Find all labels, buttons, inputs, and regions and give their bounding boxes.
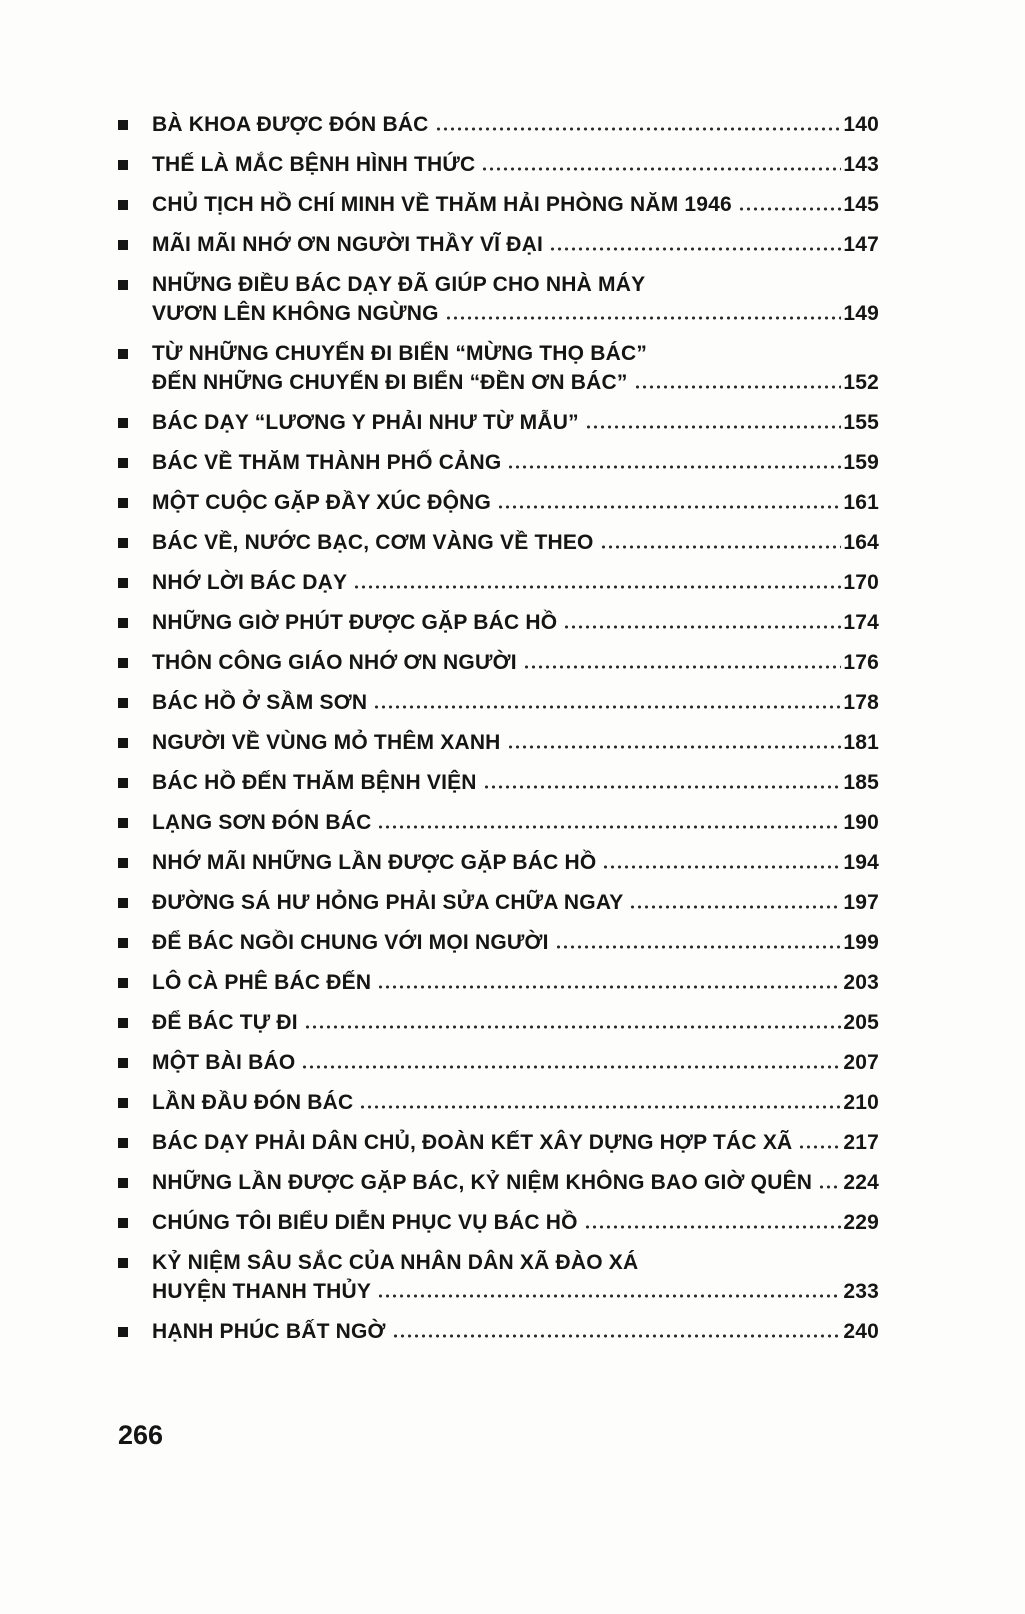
entry-title: NHỚ LỜI BÁC DẠY: [152, 571, 348, 594]
toc-entry: [118, 728, 879, 757]
entry-title: THẾ LÀ MẮC BỆNH HÌNH THỨC: [152, 153, 476, 176]
entry-page-number: 210: [843, 1091, 879, 1114]
toc-entry-line: [118, 608, 879, 637]
entry-title: ĐỂ BÁC NGỒI CHUNG VỚI MỌI NGƯỜI: [152, 931, 549, 954]
toc-entry-line: [118, 230, 879, 259]
toc-entry: [118, 688, 879, 717]
square-bullet-icon: [118, 1178, 128, 1188]
toc-entry-line: [118, 688, 879, 717]
entry-title: MÃI MÃI NHỚ ƠN NGƯỜI THẦY VĨ ĐẠI: [152, 233, 544, 256]
toc-entry-line: [118, 150, 879, 179]
square-bullet-icon: [118, 498, 128, 508]
dot-leader: [602, 865, 841, 869]
dot-leader: [507, 465, 841, 469]
square-bullet-icon: [118, 1018, 128, 1028]
dot-leader: [563, 625, 841, 629]
toc-entry: [118, 928, 879, 957]
toc-entry-line: [118, 808, 879, 837]
square-bullet-icon: [118, 1218, 128, 1228]
square-bullet-icon: [118, 160, 128, 170]
entry-title: ĐƯỜNG SÁ HƯ HỎNG PHẢI SỬA CHỮA NGAY: [152, 891, 624, 914]
entry-page-number: 224: [843, 1171, 879, 1194]
toc-entry-line: [118, 1168, 879, 1197]
toc-entry: [118, 110, 879, 139]
square-bullet-icon: [118, 120, 128, 130]
dot-leader: [377, 1294, 841, 1298]
entry-title: LẦN ĐẦU ĐÓN BÁC: [152, 1091, 354, 1114]
toc-entry-line: [118, 928, 879, 957]
toc-entry-line: [118, 408, 879, 437]
entry-page-number: 152: [843, 371, 879, 394]
entry-title: NHỮNG LẦN ĐƯỢC GẶP BÁC, KỶ NIỆM KHÔNG BAO GIỜ QUÊN: [152, 1171, 813, 1194]
square-bullet-icon: [118, 658, 128, 668]
toc-entry-line-continuation: [118, 299, 879, 328]
entry-page-number: 147: [843, 233, 879, 256]
entry-title: CHÚNG TÔI BIỂU DIỄN PHỤC VỤ BÁC HỒ: [152, 1211, 578, 1234]
toc-entry-line: [118, 488, 879, 517]
entry-page-number: 178: [843, 691, 879, 714]
toc-entry-line: [118, 528, 879, 557]
toc-entry: [118, 1128, 879, 1157]
entry-page-number: 199: [843, 931, 879, 954]
toc-entry: [118, 1317, 879, 1346]
toc-entry: [118, 1008, 879, 1037]
square-bullet-icon: [118, 538, 128, 548]
dot-leader: [392, 1334, 842, 1338]
square-bullet-icon: [118, 738, 128, 748]
toc-entry: [118, 848, 879, 877]
dot-leader: [584, 1225, 842, 1229]
toc-entry-line: [118, 648, 879, 677]
toc-entry-line: [118, 848, 879, 877]
dot-leader: [634, 385, 842, 389]
entry-page-number: 207: [843, 1051, 879, 1074]
entry-title: NGƯỜI VỀ VÙNG MỎ THÊM XANH: [152, 731, 501, 754]
toc-list: [118, 110, 879, 1346]
entry-title: BÁC VỀ THĂM THÀNH PHỐ CẢNG: [152, 451, 502, 474]
square-bullet-icon: [118, 349, 128, 359]
entry-page-number: 176: [843, 651, 879, 674]
entry-title: LÔ CÀ PHÊ BÁC ĐẾN: [152, 971, 372, 994]
entry-page-number: 149: [843, 302, 879, 325]
entry-page-number: 233: [843, 1280, 879, 1303]
entry-title: BÀ KHOA ĐƯỢC ĐÓN BÁC: [152, 113, 429, 136]
square-bullet-icon: [118, 898, 128, 908]
entry-title: TỪ NHỮNG CHUYẾN ĐI BIỂN “MỪNG THỌ BÁC”: [152, 342, 648, 365]
square-bullet-icon: [118, 280, 128, 290]
dot-leader: [483, 785, 842, 789]
toc-entry-line: [118, 1317, 879, 1346]
square-bullet-icon: [118, 578, 128, 588]
entry-title: MỘT CUỘC GẶP ĐẦY XÚC ĐỘNG: [152, 491, 492, 514]
dot-leader: [435, 127, 842, 131]
entry-page-number: 164: [843, 531, 879, 554]
entry-title: NHỮNG ĐIỀU BÁC DẠY ĐÃ GIÚP CHO NHÀ MÁY: [152, 273, 646, 296]
entry-page-number: 145: [843, 193, 879, 216]
dot-leader: [600, 545, 842, 549]
entry-page-number: 240: [843, 1320, 879, 1343]
toc-entry: [118, 568, 879, 597]
entry-title: ĐỂ BÁC TỰ ĐI: [152, 1011, 298, 1034]
entry-page-number: 229: [843, 1211, 879, 1234]
square-bullet-icon: [118, 458, 128, 468]
entry-title: HUYỆN THANH THỦY: [152, 1280, 372, 1303]
entry-title: VƯƠN LÊN KHÔNG NGỪNG: [152, 302, 439, 325]
square-bullet-icon: [118, 1327, 128, 1337]
square-bullet-icon: [118, 938, 128, 948]
dot-leader: [353, 585, 841, 589]
square-bullet-icon: [118, 858, 128, 868]
entry-title: BÁC DẠY PHẢI DÂN CHỦ, ĐOÀN KẾT XÂY DỰNG HỢP TÁC XÃ: [152, 1131, 793, 1154]
dot-leader: [549, 247, 841, 251]
entry-page-number: 185: [843, 771, 879, 794]
entry-title: MỘT BÀI BÁO: [152, 1051, 296, 1074]
dot-leader: [818, 1185, 841, 1189]
square-bullet-icon: [118, 778, 128, 788]
entry-page-number: 217: [843, 1131, 879, 1154]
square-bullet-icon: [118, 698, 128, 708]
dot-leader: [497, 505, 841, 509]
toc-entry: [118, 190, 879, 219]
toc-entry-line-continuation: [118, 1277, 879, 1306]
square-bullet-icon: [118, 978, 128, 988]
toc-entry-line: [118, 728, 879, 757]
entry-page-number: 170: [843, 571, 879, 594]
toc-entry: [118, 339, 879, 397]
dot-leader: [301, 1065, 841, 1069]
entry-title: LẠNG SƠN ĐÓN BÁC: [152, 811, 372, 834]
page-number: 266: [118, 1420, 164, 1450]
square-bullet-icon: [118, 618, 128, 628]
dot-leader: [359, 1105, 841, 1109]
entry-title: BÁC DẠY “LƯƠNG Y PHẢI NHƯ TỪ MẪU”: [152, 411, 579, 434]
entry-title: KỶ NIỆM SÂU SẮC CỦA NHÂN DÂN XÃ ĐÀO XÁ: [152, 1251, 639, 1274]
dot-leader: [373, 705, 841, 709]
entry-page-number: 197: [843, 891, 879, 914]
entry-page-number: 155: [843, 411, 879, 434]
entry-title: ĐẾN NHỮNG CHUYẾN ĐI BIỂN “ĐỀN ƠN BÁC”: [152, 371, 628, 394]
toc-entry-line: [118, 1248, 879, 1277]
toc-entry: [118, 968, 879, 997]
toc-entry-line: [118, 768, 879, 797]
entry-title: THÔN CÔNG GIÁO NHỚ ƠN NGƯỜI: [152, 651, 517, 674]
square-bullet-icon: [118, 200, 128, 210]
entry-page-number: 174: [843, 611, 879, 634]
dot-leader: [585, 425, 842, 429]
toc-entry: [118, 1048, 879, 1077]
dot-leader: [629, 905, 841, 909]
toc-entry-line: [118, 1208, 879, 1237]
square-bullet-icon: [118, 240, 128, 250]
entry-title: NHỮNG GIỜ PHÚT ĐƯỢC GẶP BÁC HỒ: [152, 611, 558, 634]
entry-page-number: 140: [843, 113, 879, 136]
toc-entry: [118, 230, 879, 259]
dot-leader: [377, 985, 841, 989]
toc-entry: [118, 528, 879, 557]
dot-leader: [555, 945, 842, 949]
entry-page-number: 159: [843, 451, 879, 474]
toc-entry: [118, 808, 879, 837]
entry-title: CHỦ TỊCH HỒ CHÍ MINH VỀ THĂM HẢI PHÒNG NĂM 1946: [152, 193, 732, 216]
toc-entry-line: [118, 1088, 879, 1117]
toc-entry: [118, 448, 879, 477]
dot-leader: [445, 316, 842, 320]
toc-entry: [118, 1208, 879, 1237]
entry-page-number: 143: [843, 153, 879, 176]
square-bullet-icon: [118, 1138, 128, 1148]
toc-entry: [118, 1088, 879, 1117]
square-bullet-icon: [118, 1098, 128, 1108]
dot-leader: [523, 665, 842, 669]
entry-page-number: 161: [843, 491, 879, 514]
toc-entry-line-continuation: [118, 368, 879, 397]
dot-leader: [738, 207, 841, 211]
square-bullet-icon: [118, 818, 128, 828]
dot-leader: [798, 1145, 841, 1149]
toc-entry-line: [118, 448, 879, 477]
toc-entry: [118, 608, 879, 637]
entry-title: NHỚ MÃI NHỮNG LẦN ĐƯỢC GẶP BÁC HỒ: [152, 851, 597, 874]
dot-leader: [507, 745, 842, 749]
toc-entry: [118, 888, 879, 917]
toc-entry: [118, 408, 879, 437]
toc-entry-line: [118, 1008, 879, 1037]
toc-entry: [118, 1168, 879, 1197]
toc-entry: [118, 648, 879, 677]
toc-entry-line: [118, 568, 879, 597]
toc-entry-line: [118, 270, 879, 299]
toc-entry-line: [118, 339, 879, 368]
toc-entry: [118, 150, 879, 179]
entry-title: BÁC HỒ ĐẾN THĂM BỆNH VIỆN: [152, 771, 477, 794]
entry-page-number: 190: [843, 811, 879, 834]
entry-page-number: 205: [843, 1011, 879, 1034]
entry-page-number: 194: [843, 851, 879, 874]
dot-leader: [377, 825, 841, 829]
toc-entry-line: [118, 190, 879, 219]
entry-title: HẠNH PHÚC BẤT NGỜ: [152, 1320, 386, 1343]
entry-page-number: 203: [843, 971, 879, 994]
square-bullet-icon: [118, 418, 128, 428]
entry-title: BÁC HỒ Ở SẦM SƠN: [152, 691, 368, 714]
toc-entry-line: [118, 968, 879, 997]
dot-leader: [481, 167, 841, 171]
entry-title: BÁC VỀ, NƯỚC BẠC, CƠM VÀNG VỀ THEO: [152, 531, 594, 554]
toc-entry: [118, 488, 879, 517]
toc-entry: [118, 768, 879, 797]
toc-entry: [118, 1248, 879, 1306]
square-bullet-icon: [118, 1258, 128, 1268]
dot-leader: [304, 1025, 842, 1029]
toc-entry: [118, 270, 879, 328]
square-bullet-icon: [118, 1058, 128, 1068]
toc-entry-line: [118, 888, 879, 917]
toc-entry-line: [118, 1048, 879, 1077]
toc-entry-line: [118, 1128, 879, 1157]
toc-entry-line: [118, 110, 879, 139]
entry-page-number: 181: [843, 731, 879, 754]
